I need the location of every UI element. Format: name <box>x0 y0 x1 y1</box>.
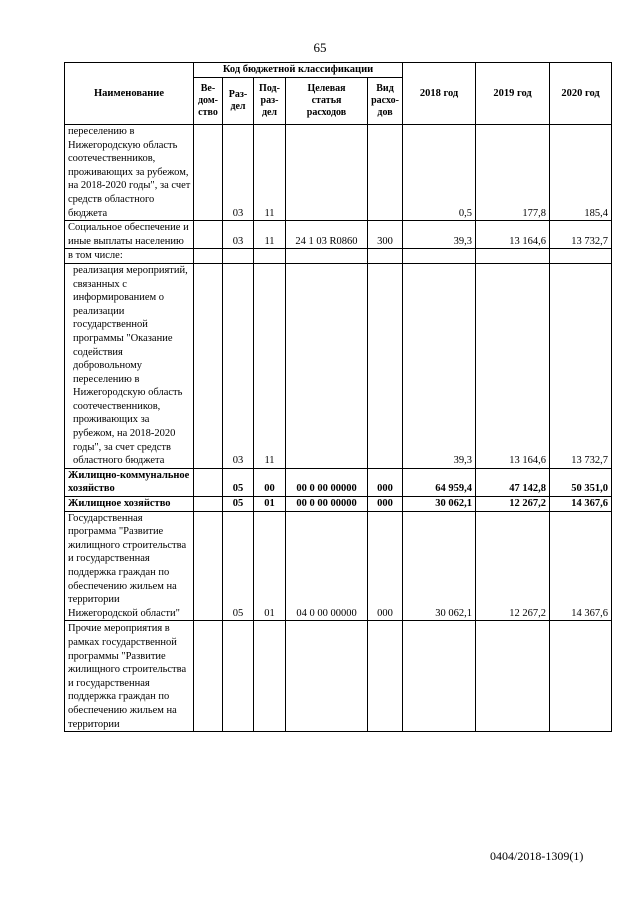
row-celevaya-statya <box>286 249 368 264</box>
row-vid-rashodov: 000 <box>368 468 403 496</box>
row-2019: 13 164,6 <box>476 263 550 468</box>
row-podrazdel: 01 <box>254 511 286 621</box>
header-vid-rashodov: Вид расхо- дов <box>368 78 403 125</box>
row-vid-rashodov <box>368 125 403 221</box>
row-2020: 50 351,0 <box>550 468 612 496</box>
row-podrazdel: 11 <box>254 125 286 221</box>
row-razdel <box>223 621 254 732</box>
row-podrazdel: 00 <box>254 468 286 496</box>
row-celevaya-statya <box>286 621 368 732</box>
row-2018: 30 062,1 <box>403 497 476 512</box>
row-vid-rashodov: 000 <box>368 497 403 512</box>
row-2020 <box>550 621 612 732</box>
header-kbk: Код бюджетной классификации <box>194 63 403 78</box>
row-name: Прочие мероприятия в рамках государственной программы "Развитие жилищного строительства и государственная поддержка граждан по обеспечению жильем на территории <box>65 621 194 732</box>
row-2019 <box>476 621 550 732</box>
row-2018 <box>403 249 476 264</box>
row-2020: 14 367,6 <box>550 511 612 621</box>
row-2020: 185,4 <box>550 125 612 221</box>
row-vid-rashodov <box>368 263 403 468</box>
table-row <box>65 468 612 496</box>
header-2018: 2018 год <box>403 63 476 125</box>
row-name: переселению в Нижегородскую область соотечественников, проживающих за рубежом, на 2018-2020 годы", за счет средств областного бюджета <box>65 125 194 221</box>
row-2018: 39,3 <box>403 221 476 249</box>
row-podrazdel: 01 <box>254 497 286 512</box>
row-2020: 13 732,7 <box>550 221 612 249</box>
row-name: Жилищно-коммунальное хозяйство <box>65 468 194 496</box>
row-vedomstvo <box>194 468 223 496</box>
row-podrazdel: 11 <box>254 263 286 468</box>
row-razdel: 03 <box>223 263 254 468</box>
row-name: Жилищное хозяйство <box>65 497 194 512</box>
row-podrazdel <box>254 621 286 732</box>
row-vedomstvo <box>194 249 223 264</box>
row-celevaya-statya: 00 0 00 00000 <box>286 497 368 512</box>
row-name: реализация мероприятий, связанных с информированием о реализации государственной программы "Оказание содействия добровольному переселению в Нижегородскую область соотечественников, проживающих за рубежом, на 2018-2020 годы", за счет средств областного бюджета <box>65 263 194 468</box>
table-row <box>65 497 612 512</box>
table-row <box>65 511 612 621</box>
table-row <box>65 249 612 264</box>
row-razdel: 03 <box>223 221 254 249</box>
row-vedomstvo <box>194 511 223 621</box>
header-celevaya-statya: Целевая статья расходов <box>286 78 368 125</box>
row-2018: 39,3 <box>403 263 476 468</box>
row-2018 <box>403 621 476 732</box>
row-vedomstvo <box>194 221 223 249</box>
row-celevaya-statya: 24 1 03 R0860 <box>286 221 368 249</box>
header-2019: 2019 год <box>476 63 550 125</box>
row-2020 <box>550 249 612 264</box>
row-razdel: 03 <box>223 125 254 221</box>
row-2018: 30 062,1 <box>403 511 476 621</box>
row-vid-rashodov: 000 <box>368 511 403 621</box>
row-vid-rashodov <box>368 621 403 732</box>
row-celevaya-statya: 00 0 00 00000 <box>286 468 368 496</box>
row-2018: 0,5 <box>403 125 476 221</box>
page-number: 65 <box>313 40 327 55</box>
header-razdel: Раз- дел <box>223 78 254 125</box>
row-name: Социальное обеспечение и иные выплаты населению <box>65 221 194 249</box>
document-code: 0404/2018-1309(1) <box>490 849 584 863</box>
row-2018: 64 959,4 <box>403 468 476 496</box>
row-vedomstvo <box>194 621 223 732</box>
row-2019 <box>476 249 550 264</box>
row-podrazdel: 11 <box>254 221 286 249</box>
table-row <box>65 621 612 732</box>
row-razdel: 05 <box>223 497 254 512</box>
row-podrazdel <box>254 249 286 264</box>
row-razdel: 05 <box>223 511 254 621</box>
row-vid-rashodov: 300 <box>368 221 403 249</box>
row-celevaya-statya <box>286 125 368 221</box>
table-row <box>65 221 612 249</box>
row-celevaya-statya: 04 0 00 00000 <box>286 511 368 621</box>
row-2019: 12 267,2 <box>476 497 550 512</box>
row-2019: 13 164,6 <box>476 221 550 249</box>
row-vid-rashodov <box>368 249 403 264</box>
table-row <box>65 125 612 221</box>
table-row <box>65 263 612 468</box>
row-razdel <box>223 249 254 264</box>
row-vedomstvo <box>194 125 223 221</box>
budget-table <box>64 62 612 732</box>
row-2020: 14 367,6 <box>550 497 612 512</box>
row-vedomstvo <box>194 263 223 468</box>
row-2019: 12 267,2 <box>476 511 550 621</box>
row-name: в том числе: <box>65 249 194 264</box>
row-celevaya-statya <box>286 263 368 468</box>
row-razdel: 05 <box>223 468 254 496</box>
row-2020: 13 732,7 <box>550 263 612 468</box>
header-2020: 2020 год <box>550 63 612 125</box>
row-name: Государственная программа "Развитие жилищного строительства и государственная поддержка граждан по обеспечению жильем на территории Нижегородской области" <box>65 511 194 621</box>
header-name: Наименование <box>65 63 194 125</box>
header-vedomstvo: Ве- дом- ство <box>194 78 223 125</box>
row-vedomstvo <box>194 497 223 512</box>
row-2019: 47 142,8 <box>476 468 550 496</box>
header-podrazdel: Под- раз- дел <box>254 78 286 125</box>
row-2019: 177,8 <box>476 125 550 221</box>
